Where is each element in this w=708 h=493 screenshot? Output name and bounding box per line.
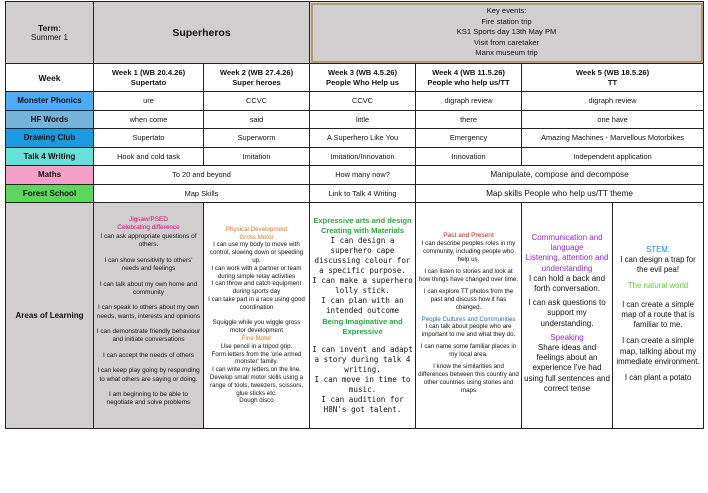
- term-value: Summer 1: [31, 33, 68, 42]
- speaking-title: Speaking: [550, 332, 584, 342]
- week-dates: Week 3 (WB 4.5.26): [327, 67, 398, 77]
- psed-item: I can demonstrate friendly behaviour and initiate conversations: [96, 328, 201, 344]
- drawing-week-1: Supertato: [94, 129, 204, 148]
- talk-week-1: Hook and cold task: [94, 147, 204, 166]
- expressive-item: I can move in time to music.: [314, 375, 411, 394]
- areas-label: Areas of Learning: [6, 203, 94, 429]
- week-2-header: [204, 64, 310, 92]
- gross-item: I can work with a partner or team during simple relay activities: [211, 264, 302, 280]
- communication-title: Communication and language: [531, 232, 603, 253]
- term-title: Term:: [38, 23, 61, 33]
- psed-item: I can show sensitivity to others' needs and feelings: [104, 257, 193, 273]
- hf-week-5: one have: [522, 110, 704, 129]
- key-event: Manx museum trip: [475, 48, 538, 58]
- fine-item: Develop small motor skills using a range of tools, tweezers, scissors, glue sticks etc.: [209, 373, 304, 397]
- past-item: I can listen to stories and look at how things have changed over time.: [418, 267, 519, 283]
- talk-week-2: Imitation: [204, 147, 310, 166]
- natural-world-title: The natural world: [627, 281, 689, 291]
- communication-item: I can hold a back and forth conversation.: [528, 273, 606, 293]
- natural-world-item: I can create a simple map of a route that is familiar to me.: [621, 299, 695, 330]
- past-present-title: Past and Present: [443, 232, 494, 240]
- forest-weeks-4-5: Map skills People who help us/TT theme: [416, 184, 704, 203]
- drawing-row: [6, 129, 704, 148]
- natural-world-item: I can plant a potato: [624, 372, 692, 382]
- drawing-week-5: Amazing Machines - Marvellous Motorbikes: [522, 129, 704, 148]
- phonics-label: Monster Phonics: [6, 92, 94, 111]
- hf-week-2: said: [204, 110, 310, 129]
- week-4-header: [416, 64, 522, 92]
- planning-table: [5, 1, 704, 429]
- gross-item: I can take part in a race using good coordination: [208, 296, 305, 311]
- gross-item: Squiggle while you wiggle gross motor development: [212, 319, 301, 335]
- talk-label: Talk 4 Writing: [6, 147, 94, 166]
- expressive-cell: [310, 203, 416, 429]
- week-label: Week: [6, 64, 94, 92]
- week-theme: Supertato: [130, 77, 167, 87]
- psed-title: Jigsaw/PSED: [129, 216, 168, 224]
- talk-week-5: Independent application: [522, 147, 704, 166]
- expressive-item: I can invent and adapt a story during talk 4 writing.: [312, 345, 413, 374]
- maths-label: Maths: [6, 166, 94, 185]
- week-1-header: [94, 64, 204, 92]
- maths-week-3: How many now?: [310, 166, 416, 185]
- psed-item: I can speak to others about my own needs, wants, interests and opinions: [96, 304, 201, 320]
- phonics-week-3: CCVC: [310, 92, 416, 111]
- week-theme: Super heroes: [232, 77, 281, 87]
- culture-item: I can talk about people who are important to me and what they do.: [421, 323, 516, 339]
- fine-item: Use pencil in a tripod grip.: [220, 342, 293, 350]
- week-dates: Week 4 (WB 11.5.26): [432, 67, 505, 77]
- stem-title: STEM:: [646, 244, 670, 254]
- week-row: [6, 64, 704, 92]
- people-cultures-title: People Cultures and Communities: [421, 315, 516, 323]
- expressive-item: I can audition for H8N's got talent.: [321, 395, 404, 414]
- psed-item: I can ask appropriate questions of others.: [100, 233, 197, 249]
- psed-item: I can accept the needs of others: [103, 351, 194, 359]
- stem-item: I can design a trap for the evil pea!: [620, 255, 696, 275]
- fine-motor-title: Fine Motor: [241, 334, 272, 342]
- culture-item: I know the similarities and differences between this country and other countries using stories and maps: [418, 363, 519, 394]
- maths-weeks-4-5: Manipulate, compose and decompose: [416, 166, 704, 185]
- week-dates: Week 5 (WB 18.5.26): [575, 67, 650, 77]
- expressive-title: Expressive arts and design: [313, 216, 412, 225]
- phonics-week-4: digraph review: [416, 92, 522, 111]
- week-3-header: [310, 64, 416, 92]
- listening-title: Listening, attention and understanding: [525, 253, 609, 273]
- talk-row: [6, 147, 704, 166]
- past-present-cell: [416, 203, 522, 429]
- hf-week-3: little: [310, 110, 416, 129]
- drawing-label: Drawing Club: [6, 129, 94, 148]
- key-events-title: Key events:: [486, 6, 527, 16]
- term-cell: [6, 2, 94, 64]
- psed-subtitle: Celebrating difference: [117, 224, 180, 232]
- maths-weeks-1-2: To 20 and beyond: [94, 166, 310, 185]
- key-event: Visit from caretaker: [473, 37, 540, 47]
- psed-item: I can talk about my own home and community: [99, 280, 198, 296]
- hf-week-1: when come: [94, 110, 204, 129]
- psed-cell: [94, 203, 204, 429]
- week-5-header: [522, 64, 704, 92]
- topic-title: Superheros: [94, 2, 310, 64]
- fine-item: Form letters from the 'one armed monster' family.: [211, 350, 302, 366]
- past-item: I can describe peoples roles in my community, including people who help us.: [421, 240, 516, 264]
- key-events: [310, 2, 704, 64]
- gross-item: I can throw and catch equipment during sports day: [211, 280, 302, 296]
- phonics-week-2: CCVC: [204, 92, 310, 111]
- forest-week-3: Link to Talk 4 Writing: [310, 184, 416, 203]
- imaginative-title: Being Imaginative and Expressive: [322, 317, 403, 336]
- communication-item: Share ideas and feelings about an experience I've had using full sentences and correct tense: [524, 343, 610, 393]
- areas-row: [6, 203, 704, 429]
- physical-title: Physical Development: [225, 225, 288, 233]
- expressive-item: I can design a superhero cape discussing colour for a specific purpose.: [314, 236, 411, 275]
- expressive-item: I can plan with an intended outcome: [321, 296, 404, 315]
- natural-world-item: I can create a simple map, talking about my immediate environment.: [616, 336, 700, 366]
- key-event: Fire station trip: [481, 16, 532, 26]
- week-dates: Week 2 (WB 27.4.26): [219, 67, 294, 77]
- expressive-item: I can make a superhero lolly stick.: [312, 276, 413, 295]
- week-dates: Week 1 (WB 20.4.26): [111, 67, 186, 77]
- communication-item: I can ask questions to support my understanding.: [528, 298, 606, 328]
- hf-label: HF Words: [6, 110, 94, 129]
- week-theme: TT: [607, 77, 618, 87]
- culture-item: I can name some familiar places in my local area.: [420, 343, 517, 359]
- hf-row: [6, 110, 704, 129]
- phonics-week-1: ure: [94, 92, 204, 111]
- drawing-week-3: A Superhero Like You: [310, 129, 416, 148]
- forest-weeks-1-2: Map Skills: [94, 184, 310, 203]
- maths-row: [6, 166, 704, 185]
- psed-item: I can keep play going by responding to what others are saying or doing.: [97, 367, 200, 383]
- key-event: KS1 Sports day 13th May PM: [456, 27, 557, 37]
- header-row: [6, 2, 704, 64]
- drawing-week-4: Emergency: [416, 129, 522, 148]
- stem-cell: [613, 203, 704, 429]
- forest-label: Forest School: [6, 184, 94, 203]
- physical-cell: [204, 203, 310, 429]
- phonics-row: [6, 92, 704, 111]
- gross-motor-title: Gross Motor: [239, 233, 274, 241]
- phonics-week-5: digraph review: [522, 92, 704, 111]
- communication-cell: [522, 203, 613, 429]
- week-theme: People who help us/TT: [427, 77, 510, 87]
- psed-item: I am beginning to be able to negotiate and solve problems: [106, 391, 191, 407]
- forest-row: [6, 184, 704, 203]
- gross-item: [206, 312, 307, 320]
- gross-item: I can use my body to move with control, slowing down or speeding up.: [209, 241, 304, 265]
- fine-item: I can write my letters on the line.: [212, 366, 301, 374]
- fine-item: Dough disco: [239, 397, 274, 405]
- curriculum-plan: [5, 1, 703, 429]
- talk-week-4: Innovation: [416, 147, 522, 166]
- drawing-week-2: Superworm: [204, 129, 310, 148]
- talk-week-3: Imitation/Innovation: [310, 147, 416, 166]
- creating-title: Creating with Materials: [320, 226, 405, 235]
- week-theme: People Who Help us: [326, 77, 400, 87]
- past-item: I can explore TT photos from the past and discuss how it has changed.: [423, 287, 514, 311]
- hf-week-4: there: [416, 110, 522, 129]
